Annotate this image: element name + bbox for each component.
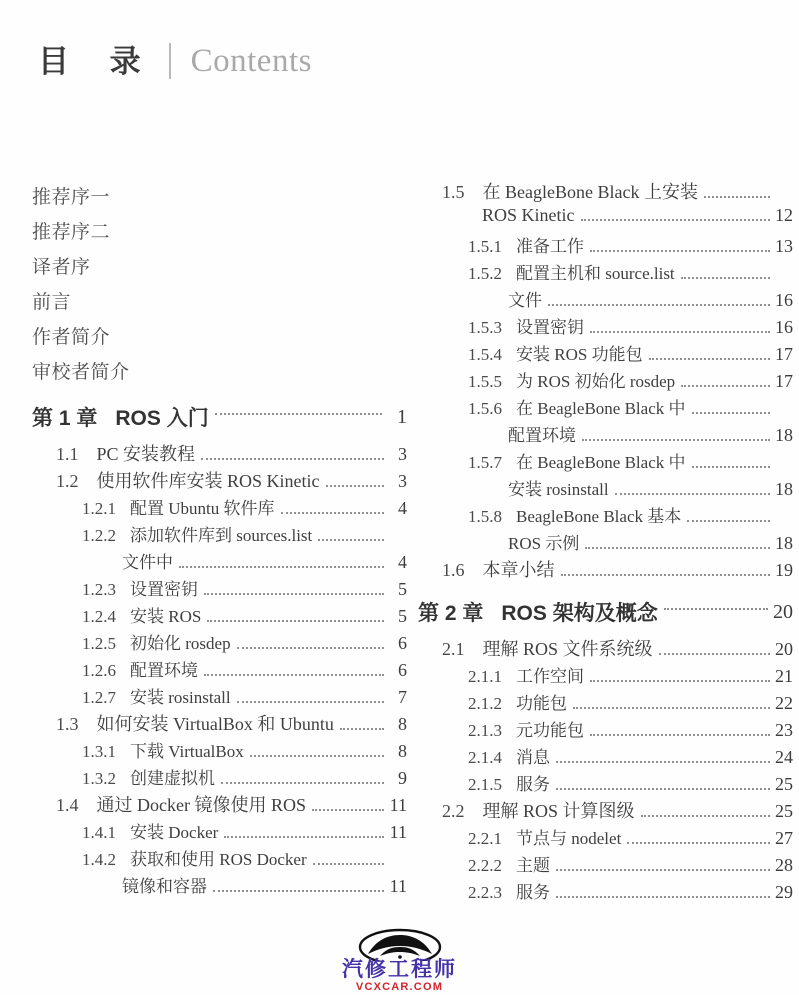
dot-leader [556,896,770,898]
toc-entry-row[interactable] [32,521,407,548]
toc-entry-title: 安装 Docker [130,823,219,842]
toc-entry-number: 1.2.5 [82,634,116,653]
toc-page-number: 6 [398,633,407,653]
toc-entry-title: 服务 [516,775,550,794]
toc-entry-title: 节点与 nodelet [516,829,622,848]
toc-entry-number: 1.5.5 [468,372,502,391]
toc-entry-title: 理解 ROS 计算图级 [482,801,635,821]
toc-entry-row[interactable] [418,689,793,716]
toc-entry-number: 1.5.3 [468,318,502,337]
toc-entry-title: PC 安装教程 [96,444,196,464]
toc-entry-number: 1.2.4 [82,607,116,626]
toc-entry-title: 准备工作 [516,237,584,256]
toc-entry-number: 1.5.1 [468,237,502,256]
toc-page-number: 5 [398,579,407,599]
dot-leader [312,809,384,811]
toc-entry-title: 本章小结 [482,560,555,580]
toc-entry-row[interactable] [32,440,407,467]
dot-leader [590,331,770,333]
toc-entry-title: 安装 ROS 功能包 [516,345,643,364]
dot-leader [207,620,384,622]
toc-front-matter-item[interactable] [32,353,407,388]
toc-entry-title: 作者简介 [32,327,111,348]
toc-page-number: 4 [398,498,407,518]
page-title-chinese: 目 录 [38,43,157,79]
toc-entry-number: 1.2.6 [82,661,116,680]
toc-entry-row[interactable] [32,467,407,494]
toc-entry-title: 元功能包 [516,721,584,740]
dot-leader [582,439,770,441]
toc-entry-title: 获取和使用 ROS Docker [130,850,307,869]
toc-page-number: 7 [398,687,407,707]
dot-leader [581,219,771,221]
toc-page-number: 17 [775,344,793,364]
dot-leader [641,815,770,817]
toc-entry-row[interactable] [32,575,407,602]
dot-leader [590,250,770,252]
toc-entry-number: 1.5.6 [468,399,502,418]
toc-entry-number: 1.4.1 [82,823,116,842]
toc-page-number: 3 [398,444,407,464]
toc-entry-row[interactable] [418,824,793,851]
toc-page-number: 5 [398,606,407,626]
toc-page-number: 23 [775,720,793,740]
toc-entry-number: 1.2.7 [82,688,116,707]
toc-entry-row[interactable] [32,602,407,629]
toc-entry-title: 使用软件库安装 ROS Kinetic [96,471,320,491]
dot-leader [326,485,385,487]
toc-front-matter-item[interactable] [32,318,407,353]
toc-front-matter-item[interactable] [32,213,407,248]
toc-entry-row[interactable] [418,662,793,689]
toc-entry-number: 2.2.1 [468,829,502,848]
dot-leader [615,493,770,495]
car-logo-icon [354,927,446,961]
toc-entry-row[interactable] [418,394,793,421]
toc-entry-row[interactable] [418,878,793,905]
toc-page-number: 20 [773,600,793,623]
toc-entry-title: 为 ROS 初始化 rosdep [516,372,676,391]
toc-page-number: 11 [389,822,407,842]
toc-entry-continuation [418,286,793,313]
toc-entry-title: 安装 rosinstall [508,480,609,499]
toc-entry-title: 安装 ROS [130,607,202,626]
dot-leader [590,680,770,682]
toc-page-number: 16 [775,317,793,337]
dot-leader [681,277,770,279]
toc-entry-row[interactable] [32,656,407,683]
dot-leader [627,842,770,844]
dot-leader [548,304,770,306]
toc-entry-row[interactable] [418,716,793,743]
toc-entry-title: 下载 VirtualBox [130,742,244,761]
toc-entry-title: 译者序 [32,257,91,278]
toc-front-matter-item[interactable] [32,248,407,283]
toc-entry-title: 通过 Docker 镜像使用 ROS [96,795,306,815]
dot-leader [237,701,384,703]
toc-entry-title: ROS 示例 [508,534,580,553]
toc-page-number: 25 [775,774,793,794]
toc-entry-title: 初始化 rosdep [130,634,231,653]
toc-page-number: 19 [775,560,793,580]
toc-entry-title: BeagleBone Black 基本 [516,507,682,526]
toc-entry-title: 功能包 [516,694,567,713]
toc-entry-number: 1.2.2 [82,526,116,545]
toc-page-number: 11 [389,876,407,896]
toc-entry-title: 配置主机和 source.list [516,264,675,283]
toc-entry-title: 设置密钥 [130,580,198,599]
toc-entry-row[interactable] [32,494,407,521]
toc-entry-row[interactable] [418,770,793,797]
toc-chapter-title: ROS 入门 [115,407,209,430]
dot-leader [681,385,770,387]
dot-leader [573,707,770,709]
toc-front-matter-item[interactable] [32,283,407,318]
toc-entry-title: 镜像和容器 [122,877,207,896]
dot-leader [201,458,384,460]
dot-leader [237,647,384,649]
dot-leader [213,890,384,892]
toc-page-number: 8 [398,714,407,734]
toc-entry-title: 推荐序二 [32,222,111,243]
toc-column-right [418,178,793,905]
toc-entry-row[interactable] [32,737,407,764]
dot-leader [204,593,384,595]
toc-page-number: 1 [397,405,407,428]
dot-leader [687,520,770,522]
toc-entry-number: 1.5.7 [468,453,502,472]
toc-page-number: 16 [775,290,793,310]
toc-entry-row[interactable] [32,710,407,737]
dot-leader [590,734,770,736]
toc-entry-title: 添加软件库到 sources.list [130,526,313,545]
toc-page-number: 21 [775,666,793,686]
toc-entry-number: 1.2.3 [82,580,116,599]
toc-entry-row[interactable] [32,683,407,710]
toc-entry-title: 文件 [508,291,542,310]
toc-entry-continuation [32,872,407,899]
toc-chapter-number: 第 2 章 [418,602,484,625]
toc-entry-number: 1.5.8 [468,507,502,526]
toc-entry-number: 1.4 [56,795,79,815]
toc-page-number: 6 [398,660,407,680]
toc-entry-number: 2.1.4 [468,748,502,767]
dot-leader [250,755,384,757]
toc-entry-row[interactable] [418,259,793,286]
toc-entry-title: 服务 [516,883,550,902]
toc-entry-row[interactable] [418,743,793,770]
toc-entry-title: 在 BeagleBone Black 中 [516,453,686,472]
toc-page-number: 3 [398,471,407,491]
toc-page-number: 28 [775,855,793,875]
dot-leader [224,836,384,838]
dot-leader [281,512,385,514]
toc-entry-row[interactable] [418,797,793,824]
toc-entry-number: 2.2.3 [468,883,502,902]
toc-entry-row[interactable] [418,635,793,662]
toc-entry-number: 1.3.2 [82,769,116,788]
toc-page-number: 27 [775,828,793,848]
toc-entry-row[interactable] [418,178,793,205]
watermark-url-text: VCXCAR.COM [355,980,444,993]
dot-leader [556,761,770,763]
toc-entry-row[interactable] [418,340,793,367]
toc-entry-title: 主题 [516,856,550,875]
toc-page-number: 20 [775,639,793,659]
toc-entry-number: 2.1.2 [468,694,502,713]
dot-leader [204,674,384,676]
toc-entry-title: 如何安装 VirtualBox 和 Ubuntu [96,714,334,734]
toc-page-number: 8 [398,741,407,761]
toc-entry-title: 配置环境 [130,661,198,680]
toc-page-number: 17 [775,371,793,391]
dot-leader [704,196,770,198]
toc-page-number: 18 [775,425,793,445]
toc-page-number: 18 [775,479,793,499]
toc-entry-number: 1.3.1 [82,742,116,761]
toc-entry-number: 2.2.2 [468,856,502,875]
toc-entry-number: 1.6 [442,560,465,580]
dot-leader [556,788,770,790]
toc-entry-number: 2.1.5 [468,775,502,794]
toc-entry-continuation [418,421,793,448]
dot-leader [649,358,770,360]
dot-leader [692,466,771,468]
toc-entry-row[interactable] [418,556,793,583]
toc-entry-continuation [32,548,407,575]
toc-entry-number: 2.1.3 [468,721,502,740]
toc-entry-title: 推荐序一 [32,187,111,208]
toc-entry-row[interactable] [418,313,793,340]
toc-entry-row[interactable] [418,851,793,878]
toc-entry-title: 理解 ROS 文件系统级 [482,639,653,659]
toc-entry-title: 安装 rosinstall [130,688,231,707]
toc-entry-title: 审校者简介 [32,362,130,383]
toc-entry-continuation [418,529,793,556]
toc-page-number: 29 [775,882,793,902]
dot-leader [215,413,382,415]
toc-entry-title: 创建虚拟机 [130,769,215,788]
watermark [0,927,799,993]
toc-entry-row[interactable] [32,818,407,845]
dot-leader [664,608,768,610]
toc-entry-row[interactable] [418,502,793,529]
page-title-english: Contents [190,42,312,79]
dot-leader [692,412,771,414]
toc-page-number: 4 [398,552,407,572]
toc-chapter-number: 第 1 章 [32,407,98,430]
toc-entry-title: 在 BeagleBone Black 上安装 [482,182,698,202]
title-divider [169,43,171,79]
toc-entry-number: 2.2 [442,801,465,821]
toc-entry-title: ROS Kinetic [482,205,575,225]
toc-entry-row[interactable] [32,845,407,872]
toc-entry-continuation [418,475,793,502]
toc-entry-number: 1.3 [56,714,79,734]
toc-entry-number: 1.4.2 [82,850,116,869]
dot-leader [340,728,384,730]
toc-entry-title: 消息 [516,748,550,767]
watermark-chinese-text: 汽修工程师 [342,957,457,981]
toc-page-number: 13 [775,236,793,256]
toc-entry-title: 工作空间 [516,667,584,686]
toc-entry-row[interactable] [32,791,407,818]
toc-chapter-title: ROS 架构及概念 [501,602,658,625]
toc-entry-row[interactable] [418,367,793,394]
toc-entry-number: 1.2 [56,471,79,491]
toc-entry-number: 1.1 [56,444,79,464]
toc-page-number: 22 [775,693,793,713]
toc-entry-row[interactable] [32,764,407,791]
toc-entry-number: 2.1.1 [468,667,502,686]
toc-page-number: 25 [775,801,793,821]
toc-entry-title: 配置 Ubuntu 软件库 [130,499,275,518]
dot-leader [318,539,384,541]
toc-front-matter-item[interactable] [32,178,407,213]
toc-entry-number: 1.5.4 [468,345,502,364]
toc-page-number: 18 [775,533,793,553]
dot-leader [221,782,384,784]
dot-leader [585,547,770,549]
toc-entry-number: 1.5.2 [468,264,502,283]
toc-entry-number: 2.1 [442,639,465,659]
toc-page-number: 12 [775,205,793,225]
toc-entry-row[interactable] [418,448,793,475]
toc-entry-row[interactable] [32,629,407,656]
toc-page-number: 24 [775,747,793,767]
toc-entry-number: 1.5 [442,182,465,202]
toc-entry-row[interactable] [418,232,793,259]
toc-chapter-row[interactable] [418,589,793,635]
toc-entry-title: 文件中 [122,553,173,572]
toc-column-left [32,178,407,899]
toc-chapter-row[interactable] [32,394,407,440]
toc-page-number: 11 [389,795,407,815]
dot-leader [659,653,770,655]
dot-leader [179,566,384,568]
toc-entry-title: 在 BeagleBone Black 中 [516,399,686,418]
dot-leader [313,863,384,865]
toc-entry-number: 1.2.1 [82,499,116,518]
dot-leader [561,574,771,576]
dot-leader [556,869,770,871]
toc-entry-title: 前言 [32,292,72,313]
toc-entry-title: 设置密钥 [516,318,584,337]
toc-entry-title: 配置环境 [508,426,576,445]
toc-entry-continuation [418,205,793,232]
page-header [38,34,312,88]
toc-page-number: 9 [398,768,407,788]
